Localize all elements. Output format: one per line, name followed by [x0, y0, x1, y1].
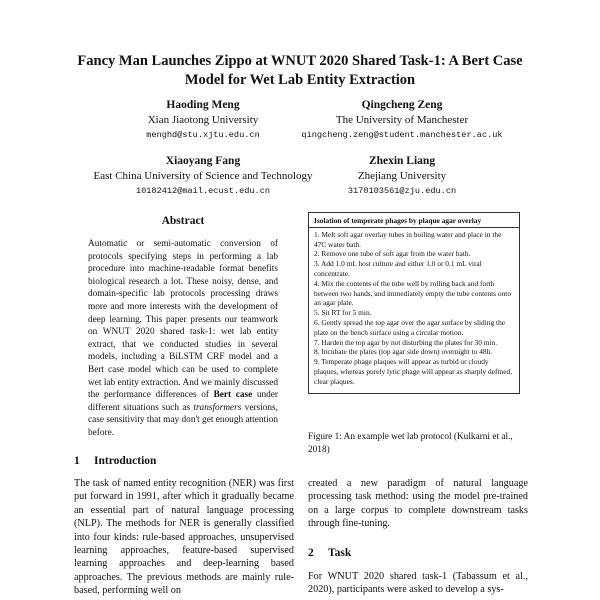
abstract-bold-term: Bert case [213, 390, 253, 401]
introduction-paragraph-continued: created a new paradigm of natural language processing task method: using the model pre-trained on a large corpus to complete downstream tasks through fine-tuning. [308, 478, 528, 530]
section-heading-task [308, 547, 351, 559]
author-affiliation: Zhejiang University [357, 170, 447, 182]
introduction-paragraph: The task of named entity recognition (NER) was first put forward in 1991, after which it gradually became an essential part of natural language processing (NLP). The methods for NER is generally classified into four kinds: rule-based approaches, unsupervised learning approaches, feature-based supervised learning approaches and deep-learning based approaches. The previous methods are mainly rule-based, performing well on [74, 478, 294, 597]
author-name: Haoding Meng [166, 99, 240, 111]
abstract-body [88, 238, 278, 440]
author-email: qingcheng.zeng@student.manchester.ac.uk [301, 130, 503, 140]
abstract-heading: Abstract [161, 215, 205, 227]
author-name: Qingcheng Zeng [361, 99, 443, 111]
abstract-text-part-3: versions, case sensitivity that may don't get enough attention before. [88, 402, 278, 438]
abstract-italic-term: transformers [193, 402, 242, 413]
figure-caption: Figure 1: An example wet lab protocol (Kulkarni et al., 2018) [308, 432, 513, 455]
author-affiliation: East China University of Science and Technology [93, 170, 313, 182]
task-paragraph: For WNUT 2020 shared task-1 (Tabassum et al., 2020), participants were asked to develop a sys- [308, 571, 528, 596]
paper-title-line-2: Model for Wet Lab Entity Extraction [184, 72, 416, 88]
protocol-step: 2. Remove one tube of soft agar from the water bath. [314, 249, 471, 259]
author-name: Zhexin Liang [368, 155, 436, 167]
author-email: menghd@stu.xjtu.edu.cn [146, 130, 260, 140]
section-title: Task [328, 547, 352, 559]
abstract-text-part-1: Automatic or semi-automatic conversion of protocols specifying steps in performing a lab procedure into machine-readable format benefits biological research a lot. These noisy, dense, and domain-specific lab protocols processing draws more and more interests with the development of deep learning. This paper presents our teamwork on WNUT 2020 shared task-1: wet lab entity extract, that we conducted studies in several models, including a BiLSTM CRF model and a Bert case model which can be used to complete wet lab entity extraction. And we mainly discussed the performance differences of [88, 239, 278, 401]
protocol-step: 9. Temperate phage plaques will appear as turbid or cloudy plaques, whereas purely lytic phage will appear as sharply defined, clear plaques. [314, 357, 513, 386]
author-name: Xiaoyang Fang [165, 155, 241, 167]
protocol-step: 5. Sit RT for 5 min. [314, 308, 372, 318]
protocol-step: 8. Incubate the plates (top agar side down) overnight to 48h. [314, 347, 493, 357]
protocol-title: Isolation of temperate phages by plaque agar overlay [309, 216, 519, 228]
protocol-step: 7. Harden the top agar by not disturbing the plates for 30 min. [314, 337, 498, 347]
protocol-step: 1. Melt soft agar overlay tubes in boiling water and place in the 47C water bath. [314, 229, 502, 249]
paper-title-line-1: Fancy Man Launches Zippo at WNUT 2020 Shared Task-1: A Bert Case [77, 53, 523, 69]
author-affiliation: Xian Jiaotong University [147, 114, 259, 126]
section-number: 1 [74, 455, 80, 467]
section-number: 2 [308, 547, 314, 559]
author-affiliation: The University of Manchester [335, 114, 469, 126]
author-email: 10182412@mail.ecust.edu.cn [135, 186, 271, 196]
protocol-step: 4. Mix the contents of the tube well by rolling back and forth between two hands, and immediately empty the tube contents onto an agar plate. [314, 278, 512, 308]
protocol-step: 6. Gently spread the top agar over the agar surface by sliding the plate on the bench surface using a circular motion. [314, 317, 506, 337]
abstract-paragraph [88, 238, 278, 440]
abstract-text-part-2: under different situations such as [88, 390, 278, 413]
protocol-step: 3. Add 1.0 mL host culture and either 1.0 or 0.1 mL viral concentrate. [314, 259, 482, 278]
protocol-figure [308, 212, 520, 394]
section-heading-introduction [74, 455, 156, 467]
author-email: 3170103561@zju.edu.cn [347, 186, 457, 196]
section-title: Introduction [94, 455, 157, 467]
author-block-4 [272, 154, 532, 198]
paper-title [60, 52, 540, 90]
author-block-2 [272, 98, 532, 142]
